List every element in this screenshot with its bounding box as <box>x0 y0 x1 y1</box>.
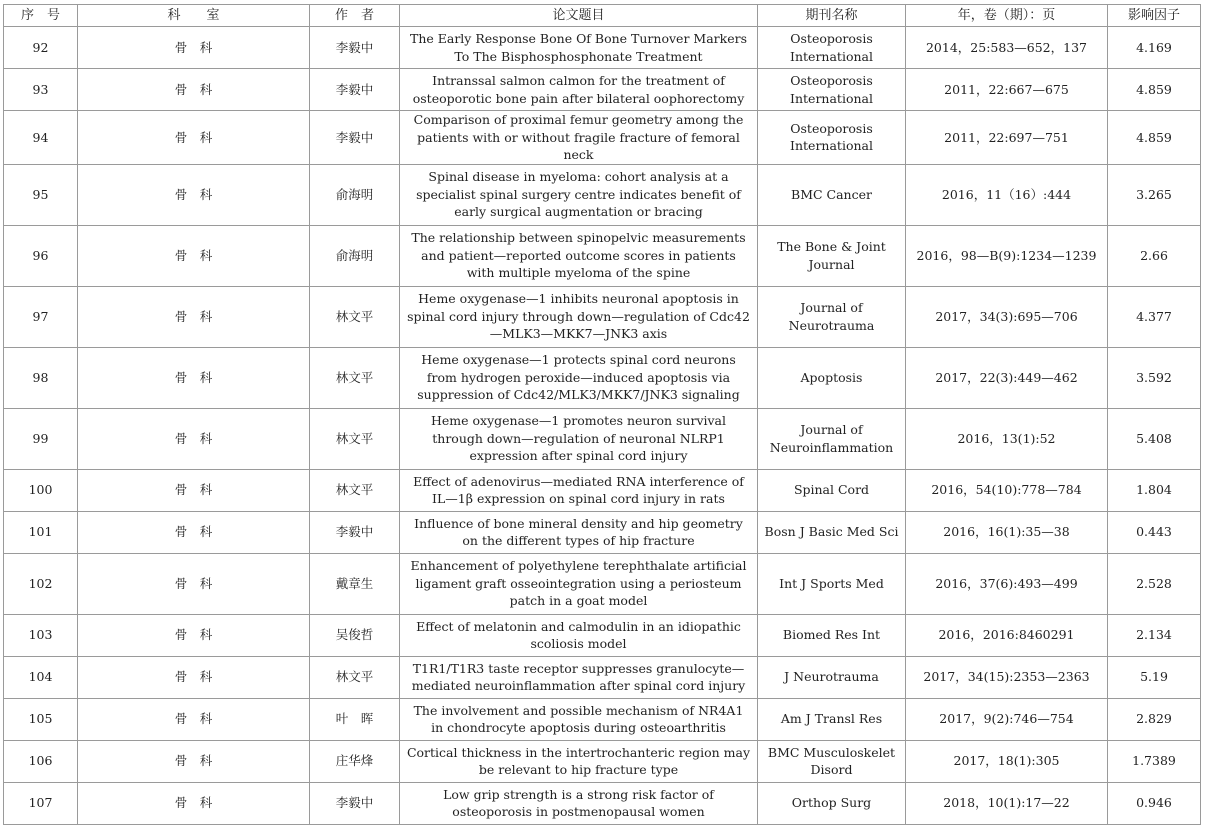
cell-seq: 96 <box>4 225 78 286</box>
cell-author: 李毅中 <box>310 69 400 111</box>
cell-volume: 2018，10(1):17—22 <box>906 782 1108 824</box>
cell-dept: 骨 科 <box>78 347 310 408</box>
cell-title: T1R1/T1R3 taste receptor suppresses granulocyte—mediated neuroinflammation after spinal cord injury <box>400 656 758 698</box>
cell-volume: 2016，2016:8460291 <box>906 614 1108 656</box>
cell-impact: 5.19 <box>1108 656 1201 698</box>
table-row <box>4 69 1201 111</box>
cell-dept: 骨 科 <box>78 286 310 347</box>
cell-dept: 骨 科 <box>78 408 310 469</box>
table-row <box>4 469 1201 511</box>
cell-journal: Apoptosis <box>758 347 906 408</box>
cell-journal: The Bone & Joint Journal <box>758 225 906 286</box>
cell-volume: 2016，37(6):493—499 <box>906 553 1108 614</box>
header-seq: 序 号 <box>4 5 78 27</box>
cell-seq: 94 <box>4 111 78 165</box>
cell-dept: 骨 科 <box>78 111 310 165</box>
cell-volume: 2017，18(1):305 <box>906 740 1108 782</box>
cell-title: Heme oxygenase—1 promotes neuron survival through down—regulation of neuronal NLRP1 expression after spinal cord injury <box>400 408 758 469</box>
cell-impact: 4.859 <box>1108 111 1201 165</box>
cell-journal: Biomed Res Int <box>758 614 906 656</box>
cell-journal: Osteoporosis International <box>758 69 906 111</box>
table-row <box>4 740 1201 782</box>
table-row <box>4 698 1201 740</box>
cell-author: 林文平 <box>310 408 400 469</box>
cell-impact: 4.377 <box>1108 286 1201 347</box>
table-row <box>4 408 1201 469</box>
cell-dept: 骨 科 <box>78 225 310 286</box>
cell-impact: 1.7389 <box>1108 740 1201 782</box>
cell-title: Influence of bone mineral density and hip geometry on the different types of hip fracture <box>400 511 758 553</box>
cell-seq: 98 <box>4 347 78 408</box>
cell-volume: 2011，22:697—751 <box>906 111 1108 165</box>
cell-author: 林文平 <box>310 286 400 347</box>
cell-dept: 骨 科 <box>78 69 310 111</box>
cell-seq: 99 <box>4 408 78 469</box>
cell-seq: 103 <box>4 614 78 656</box>
table-row <box>4 225 1201 286</box>
cell-author: 李毅中 <box>310 27 400 69</box>
cell-impact: 4.859 <box>1108 69 1201 111</box>
cell-journal: Journal of Neuroinflammation <box>758 408 906 469</box>
cell-dept: 骨 科 <box>78 740 310 782</box>
cell-dept: 骨 科 <box>78 164 310 225</box>
table-row <box>4 614 1201 656</box>
cell-impact: 3.592 <box>1108 347 1201 408</box>
cell-volume: 2016，16(1):35—38 <box>906 511 1108 553</box>
cell-title: Effect of adenovirus—mediated RNA interference of IL—1β expression on spinal cord injury in rats <box>400 469 758 511</box>
cell-title: Heme oxygenase—1 inhibits neuronal apoptosis in spinal cord injury through down—regulation of Cdc42—MLK3—MKK7—JNK3 axis <box>400 286 758 347</box>
cell-volume: 2017，22(3):449—462 <box>906 347 1108 408</box>
cell-title: Enhancement of polyethylene terephthalate artificial ligament graft osseointegration using a periosteum patch in a goat model <box>400 553 758 614</box>
cell-seq: 97 <box>4 286 78 347</box>
table-row <box>4 511 1201 553</box>
table-row <box>4 286 1201 347</box>
cell-title: Low grip strength is a strong risk factor of osteoporosis in postmenopausal women <box>400 782 758 824</box>
cell-volume: 2014，25:583—652，137 <box>906 27 1108 69</box>
cell-journal: Osteoporosis International <box>758 111 906 165</box>
cell-author: 戴章生 <box>310 553 400 614</box>
cell-volume: 2016，11（16）:444 <box>906 164 1108 225</box>
cell-impact: 0.443 <box>1108 511 1201 553</box>
cell-journal: Osteoporosis International <box>758 27 906 69</box>
cell-author: 林文平 <box>310 656 400 698</box>
cell-volume: 2017，34(3):695—706 <box>906 286 1108 347</box>
cell-author: 林文平 <box>310 469 400 511</box>
cell-seq: 95 <box>4 164 78 225</box>
header-impact: 影响因子 <box>1108 5 1201 27</box>
cell-title: Cortical thickness in the intertrochanteric region may be relevant to hip fracture type <box>400 740 758 782</box>
cell-title: Heme oxygenase—1 protects spinal cord neurons from hydrogen peroxide—induced apoptosis via suppression of Cdc42/MLK3/MKK7/JNK3 signaling <box>400 347 758 408</box>
cell-dept: 骨 科 <box>78 698 310 740</box>
header-title: 论文题目 <box>400 5 758 27</box>
table-row <box>4 164 1201 225</box>
cell-impact: 2.66 <box>1108 225 1201 286</box>
cell-seq: 106 <box>4 740 78 782</box>
cell-dept: 骨 科 <box>78 782 310 824</box>
cell-volume: 2017，9(2):746—754 <box>906 698 1108 740</box>
cell-author: 吴俊哲 <box>310 614 400 656</box>
cell-journal: Orthop Surg <box>758 782 906 824</box>
cell-impact: 3.265 <box>1108 164 1201 225</box>
cell-dept: 骨 科 <box>78 553 310 614</box>
cell-dept: 骨 科 <box>78 511 310 553</box>
cell-journal: Int J Sports Med <box>758 553 906 614</box>
cell-author: 俞海明 <box>310 225 400 286</box>
publications-table <box>3 4 1201 825</box>
cell-seq: 93 <box>4 69 78 111</box>
cell-title: Intranssal salmon calmon for the treatment of osteoporotic bone pain after bilateral oophorectomy <box>400 69 758 111</box>
cell-author: 李毅中 <box>310 782 400 824</box>
cell-volume: 2016，13(1):52 <box>906 408 1108 469</box>
cell-seq: 92 <box>4 27 78 69</box>
cell-impact: 0.946 <box>1108 782 1201 824</box>
cell-title: The involvement and possible mechanism of NR4A1 in chondrocyte apoptosis during osteoarthritis <box>400 698 758 740</box>
table-row <box>4 656 1201 698</box>
cell-dept: 骨 科 <box>78 656 310 698</box>
cell-seq: 107 <box>4 782 78 824</box>
cell-author: 林文平 <box>310 347 400 408</box>
table-row <box>4 111 1201 165</box>
cell-volume: 2016，54(10):778—784 <box>906 469 1108 511</box>
table-row <box>4 553 1201 614</box>
table-row <box>4 782 1201 824</box>
cell-dept: 骨 科 <box>78 27 310 69</box>
cell-author: 李毅中 <box>310 111 400 165</box>
cell-journal: Am J Transl Res <box>758 698 906 740</box>
cell-title: The Early Response Bone Of Bone Turnover Markers To The Bisphosphosphonate Treatment <box>400 27 758 69</box>
cell-seq: 104 <box>4 656 78 698</box>
cell-volume: 2017，34(15):2353—2363 <box>906 656 1108 698</box>
cell-author: 李毅中 <box>310 511 400 553</box>
cell-dept: 骨 科 <box>78 469 310 511</box>
cell-impact: 4.169 <box>1108 27 1201 69</box>
cell-volume: 2011，22:667—675 <box>906 69 1108 111</box>
cell-dept: 骨 科 <box>78 614 310 656</box>
cell-journal: J Neurotrauma <box>758 656 906 698</box>
cell-seq: 102 <box>4 553 78 614</box>
cell-impact: 2.134 <box>1108 614 1201 656</box>
cell-journal: Journal of Neurotrauma <box>758 286 906 347</box>
table-header <box>4 5 1201 27</box>
cell-author: 庄华烽 <box>310 740 400 782</box>
cell-impact: 1.804 <box>1108 469 1201 511</box>
cell-impact: 5.408 <box>1108 408 1201 469</box>
cell-journal: BMC Musculoskelet Disord <box>758 740 906 782</box>
cell-impact: 2.528 <box>1108 553 1201 614</box>
cell-seq: 100 <box>4 469 78 511</box>
cell-title: Comparison of proximal femur geometry among the patients with or without fragile fracture of femoral neck <box>400 111 758 165</box>
cell-volume: 2016，98—B(9):1234—1239 <box>906 225 1108 286</box>
header-volume: 年，卷（期）：页 <box>906 5 1108 27</box>
cell-title: Spinal disease in myeloma: cohort analysis at a specialist spinal surgery centre indicates benefit of early surgical augmentation or bracing <box>400 164 758 225</box>
table-row <box>4 27 1201 69</box>
cell-author: 叶 晖 <box>310 698 400 740</box>
header-author: 作 者 <box>310 5 400 27</box>
cell-journal: Spinal Cord <box>758 469 906 511</box>
cell-seq: 105 <box>4 698 78 740</box>
cell-title: The relationship between spinopelvic measurements and patient—reported outcome scores in patients with multiple myeloma of the spine <box>400 225 758 286</box>
table-row <box>4 347 1201 408</box>
header-dept: 科 室 <box>78 5 310 27</box>
cell-journal: Bosn J Basic Med Sci <box>758 511 906 553</box>
cell-seq: 101 <box>4 511 78 553</box>
header-journal: 期刊名称 <box>758 5 906 27</box>
cell-author: 俞海明 <box>310 164 400 225</box>
cell-title: Effect of melatonin and calmodulin in an idiopathic scoliosis model <box>400 614 758 656</box>
cell-impact: 2.829 <box>1108 698 1201 740</box>
cell-journal: BMC Cancer <box>758 164 906 225</box>
table-body <box>4 27 1201 825</box>
